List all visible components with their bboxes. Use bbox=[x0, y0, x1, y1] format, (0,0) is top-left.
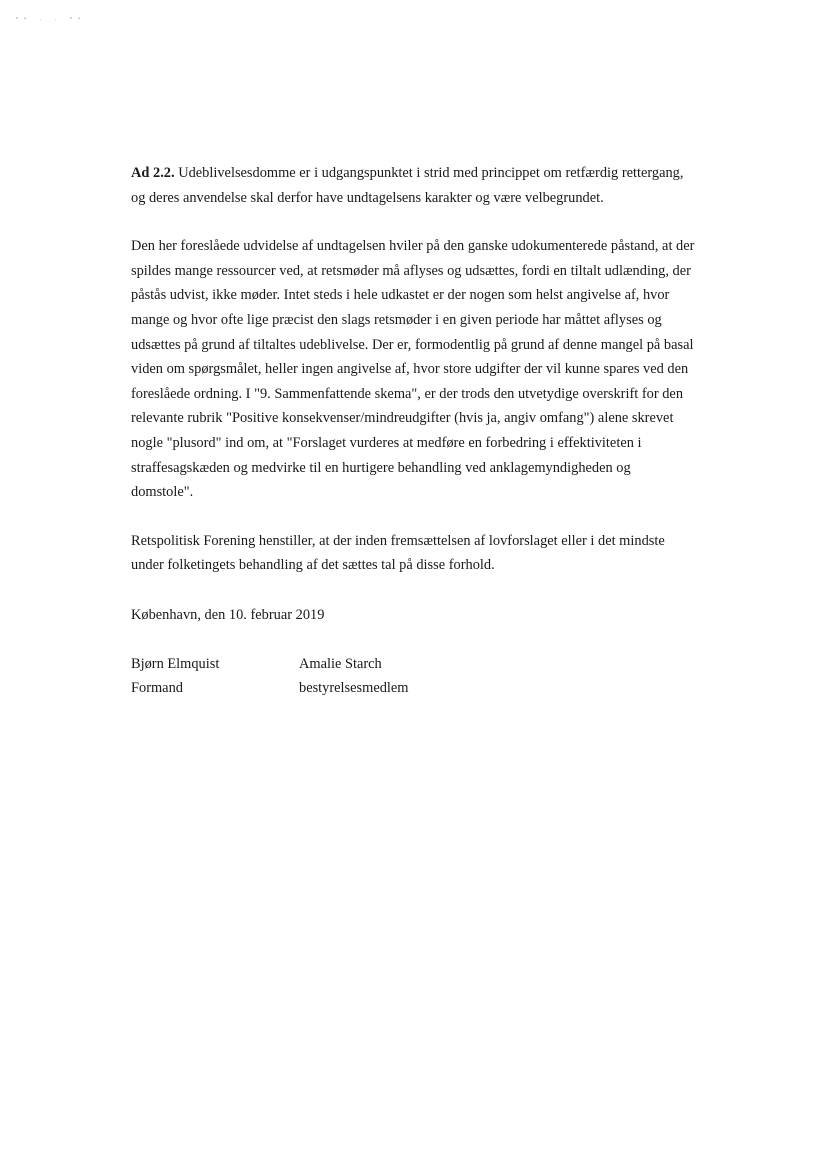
dateline: København, den 10. februar 2019 bbox=[131, 606, 325, 623]
paragraph-text: Udeblivelsesdomme er i udgangspunktet i strid med princippet om retfærdig rettergang, bbox=[174, 165, 684, 181]
paragraph-line: mange og hvor ofte lige præcist den slags retsmøder i en given periode har måttet aflyses og bbox=[131, 311, 662, 328]
paragraph-line: domstole". bbox=[131, 484, 194, 501]
paragraph-line: viden om spørgsmålet, heller ingen angivelse af, hvor store udgifter der vil kunne spares ved den bbox=[131, 361, 689, 378]
signatory-name: Amalie Starch bbox=[299, 655, 382, 672]
paragraph-line: Den her foreslåede udvidelse af undtagelsen hviler på den ganske udokumenterede påstand, at der bbox=[131, 238, 695, 255]
paragraph-ad-2-2 bbox=[131, 161, 706, 210]
paragraph-line: påstås udvist, ikke møder. Intet steds i hele udkastet er der nogen som helst angivelse af, hvor bbox=[131, 287, 670, 304]
paragraph-henstilling bbox=[131, 529, 706, 578]
signatory-title: bestyrelsesmedlem bbox=[299, 680, 409, 697]
document-body bbox=[131, 161, 706, 701]
signatory-title: Formand bbox=[131, 680, 183, 697]
paragraph-line: spildes mange ressourcer ved, at retsmøder må aflyses og udsættes, fordi en tiltalt udlænding, der bbox=[131, 262, 691, 279]
paragraph-line: relevante rubrik "Positive konsekvenser/mindreudgifter (hvis ja, angiv omfang") alene skrevet bbox=[131, 410, 674, 427]
section-reference: Ad 2.2. bbox=[131, 165, 175, 181]
paragraph-line: og deres anvendelse skal derfor have undtagelsens karakter og være velbegrundet. bbox=[131, 189, 604, 206]
paragraph-line: under folketingets behandling af det sættes tal på disse forhold. bbox=[131, 557, 495, 574]
scan-marks: ᵇᵉ · · ᵇᵉ bbox=[16, 17, 87, 23]
signatory-name: Bjørn Elmquist bbox=[131, 655, 220, 672]
signature-block bbox=[131, 652, 706, 701]
signatory bbox=[299, 652, 539, 701]
paragraph-line bbox=[131, 161, 706, 186]
paragraph-line: Retspolitisk Forening henstiller, at der inden fremsættelsen af lovforslaget eller i det mindste bbox=[131, 532, 665, 549]
paragraph-line: straffesagskæden og medvirke til en hurtigere behandling ved anklagemyndigheden og bbox=[131, 459, 631, 476]
paragraph-line: nogle "plusord" ind om, at "Forslaget vurderes at medføre en forbedring i effektiviteten i bbox=[131, 434, 642, 451]
paragraph-line: foreslåede ordning. I "9. Sammenfattende skema", er der trods den utvetydige overskrift for den bbox=[131, 385, 684, 402]
paragraph-line: udsættes på grund af tiltaltes udeblivelse. Der er, formodentlig på grund af denne mangel på basal bbox=[131, 336, 694, 353]
paragraph-undtagelse bbox=[131, 234, 706, 505]
signatory bbox=[131, 652, 299, 701]
